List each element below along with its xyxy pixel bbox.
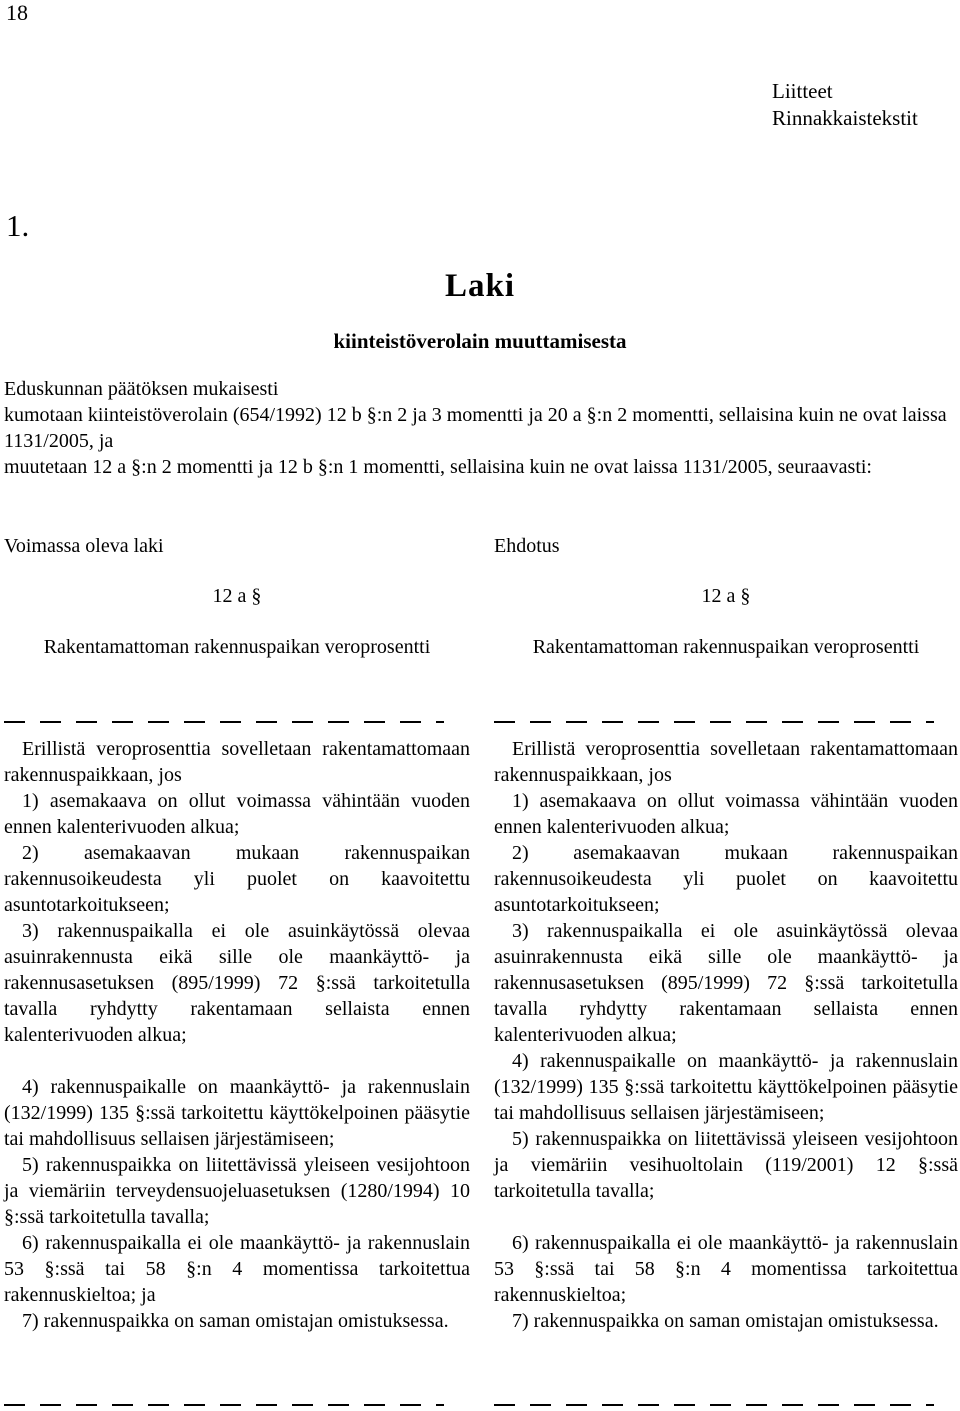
running-header	[772, 78, 918, 132]
left-paragraph: 7) rakennuspaikka on saman omistajan omistuksessa.	[22, 1310, 449, 1332]
left-paragraph: 5) rakennuspaikka on liitettävissä yleiseen vesijohtoon ja viemäriin terveydensuojeluasetuksen (1280/1994) 10 §:ssä tarkoitetulla tavalla;	[4, 1154, 470, 1228]
right-paragraph: 2) asemakaavan mukaan rakennuspaikan rakennusoikeudesta yli puolet on kaavoitettu asuntotarkoitukseen;	[494, 842, 958, 916]
right-paragraph: 1) asemakaava on ollut voimassa vähintään vuoden ennen kalenterivuoden alkua;	[494, 790, 958, 838]
left-column-heading: Voimassa oleva laki	[4, 535, 164, 557]
right-paragraph: 5) rakennuspaikka on liitettävissä yleiseen vesijohtoon ja viemäriin vesihuoltolain (119/2001) 12 §:ssä tarkoitetulla tavalla;	[494, 1128, 958, 1202]
page-number: 18	[6, 0, 28, 25]
document-number: 1.	[6, 208, 30, 243]
right-omission-line-top	[494, 721, 934, 723]
right-column-heading: Ehdotus	[494, 535, 560, 557]
right-paragraph: 3) rakennuspaikalla ei ole asuinkäytössä olevaa asuinrakennusta eikä sille ole maankäyttö- ja rakennusasetuksen (895/1999) 72 §:ssä tarkoitetulla tavalla ryhdytty rakentamaan sellaista ennen kalenterivuoden alkua;	[494, 920, 958, 1046]
left-section-body	[4, 736, 470, 1334]
right-section-title: Rakentamattoman rakennuspaikan veroprosentti	[532, 636, 920, 658]
right-omission-line-bottom	[494, 1404, 934, 1406]
left-paragraph: Erillistä veroprosenttia sovelletaan rakentamattomaan rakennuspaikkaan, jos	[4, 738, 470, 786]
intro-line: muutetaan 12 a §:n 2 momentti ja 12 b §:n 1 momentti, sellaisina kuin ne ovat laissa 1131/2005, seuraavasti:	[4, 456, 872, 478]
right-section-body	[494, 736, 958, 1334]
right-section-number: 12 a §	[701, 585, 751, 607]
left-paragraph: 1) asemakaava on ollut voimassa vähintään vuoden ennen kalenterivuoden alkua;	[4, 790, 470, 838]
left-paragraph: 3) rakennuspaikalla ei ole asuinkäytössä olevaa asuinrakennusta eikä sille ole maankäyttö- ja rakennusasetuksen (895/1999) 72 §:ssä tarkoitetulla tavalla ryhdytty rakentamaan sellaista ennen kalenterivuoden alkua;	[4, 920, 470, 1046]
left-section-number: 12 a §	[212, 585, 262, 607]
right-paragraph: Erillistä veroprosenttia sovelletaan rakentamattomaan rakennuspaikkaan, jos	[494, 738, 958, 786]
left-paragraph: 2) asemakaavan mukaan rakennuspaikan rakennusoikeudesta yli puolet on kaavoitettu asuntotarkoitukseen;	[4, 842, 470, 916]
right-paragraph: 4) rakennuspaikalle on maankäyttö- ja rakennuslain (132/1999) 135 §:ssä tarkoitettu käyttökelpoinen pääsytie tai mahdollisuus sellaisen järjestämiseen;	[494, 1050, 958, 1124]
left-omission-line-top	[4, 721, 444, 723]
enacting-clause	[4, 376, 954, 480]
left-paragraph: 6) rakennuspaikalla ei ole maankäyttö- ja rakennuslain 53 §:ssä tai 58 §:n 4 momentissa tarkoitettua rakennuskieltoa; ja	[4, 1232, 470, 1306]
intro-line: Eduskunnan päätöksen mukaisesti	[4, 378, 279, 400]
left-section-title: Rakentamattoman rakennuspaikan veroprosentti	[43, 636, 431, 658]
left-paragraph: 4) rakennuspaikalle on maankäyttö- ja rakennuslain (132/1999) 135 §:ssä tarkoitettu käyttökelpoinen pääsytie tai mahdollisuus sellaisen järjestämiseen;	[4, 1076, 470, 1150]
intro-line: kumotaan kiinteistöverolain (654/1992) 12 b §:n 2 ja 3 momentti ja 20 a §:n 2 momentti, sellaisina kuin ne ovat laissa 1131/2005, ja	[4, 404, 947, 452]
header-line-attachments: Liitteet	[772, 79, 833, 103]
document-subtitle: kiinteistöverolain muuttamisesta	[333, 329, 627, 353]
right-paragraph: 7) rakennuspaikka on saman omistajan omistuksessa.	[512, 1310, 939, 1332]
right-paragraph: 6) rakennuspaikalla ei ole maankäyttö- ja rakennuslain 53 §:ssä tai 58 §:n 4 momentissa tarkoitettua rakennuskieltoa;	[494, 1232, 958, 1306]
document-title: Laki	[444, 268, 516, 304]
left-omission-line-bottom	[4, 1404, 444, 1406]
header-line-parallel-texts: Rinnakkaistekstit	[772, 106, 918, 130]
